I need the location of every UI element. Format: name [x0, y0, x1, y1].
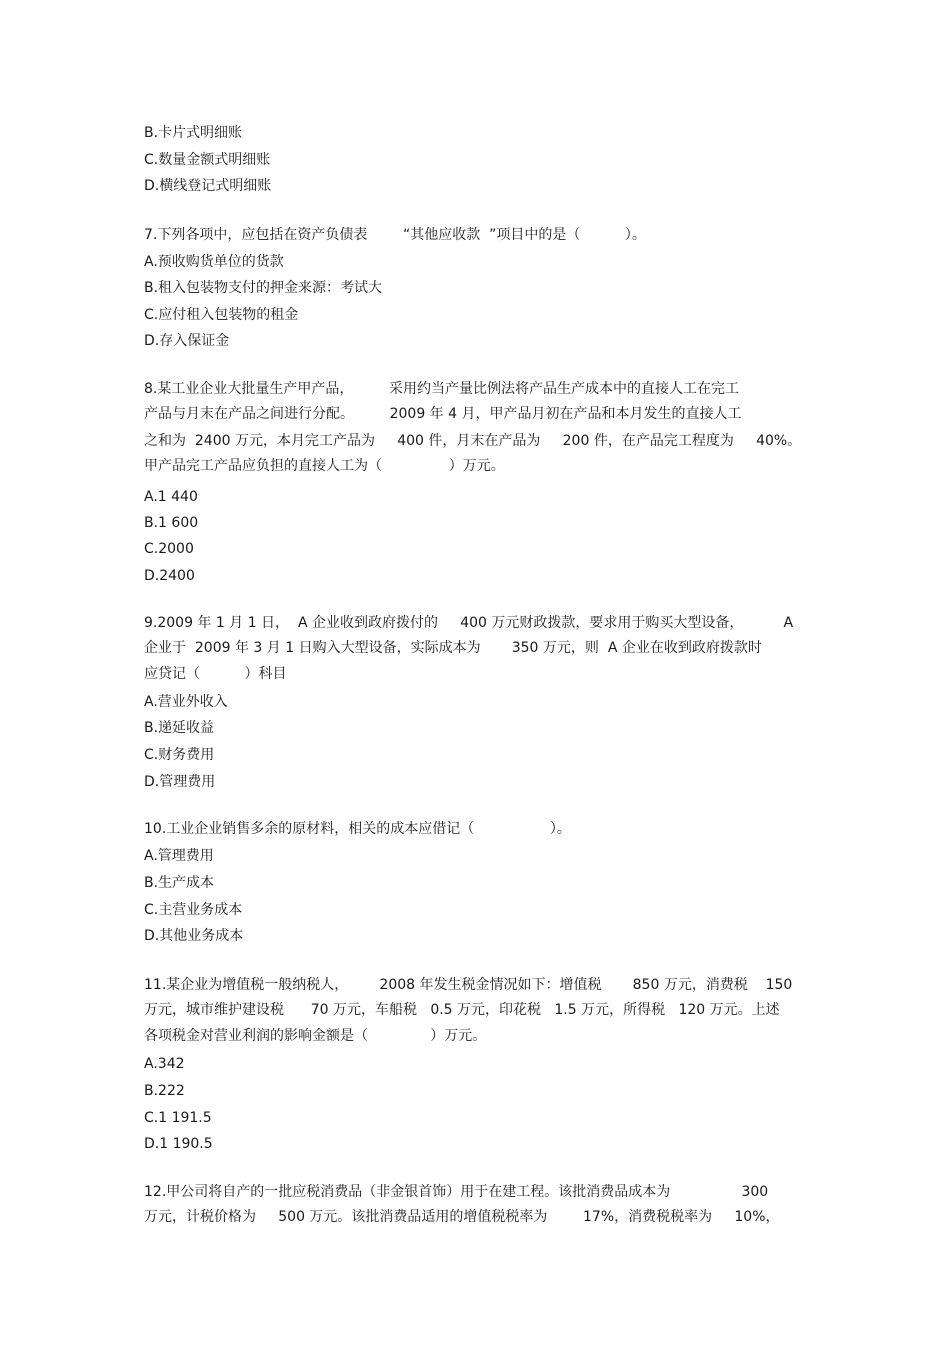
q6-option-c: C.数量金额式明细账 [144, 152, 271, 168]
q9-option-d: D.管理费用 [144, 774, 216, 790]
q7-stem: 7.下列各项中，应包括在资产负债表 “其他应收款 ”项目中的是（ ）。 [144, 227, 646, 243]
q9-stem-line-1: 9.2009 年 1 月 1 日， A 企业收到政府拨付的 400 万元财政拨款，要求用于购买大型设备， A [144, 615, 794, 631]
q8-stem-line-4: 甲产品完工产品应负担的直接人工为（ ）万元。 [144, 458, 505, 474]
q6-option-d: D.横线登记式明细账 [144, 178, 272, 194]
q7-option-d: D.存入保证金 [144, 333, 230, 349]
q8-stem-line-3: 之和为 2400 万元，本月完工产品为 400 件，月末在产品为 200 件，在产品完工程度为 40%。 [144, 433, 802, 449]
q7-option-a: A.预收购货单位的货款 [144, 254, 284, 270]
q11-stem-line-3: 各项税金对营业利润的影响金额是（ ）万元。 [144, 1028, 487, 1044]
q9-option-b: B.递延收益 [144, 720, 215, 736]
q8-stem-line-1: 8.某工业企业大批量生产甲产品， 采用约当产量比例法将产品生产成本中的直接人工在完工 [144, 381, 739, 397]
q8-option-c: C.2000 [144, 541, 194, 557]
q10-option-d: D.其他业务成本 [144, 928, 244, 944]
q8-option-a: A.1 440 [144, 489, 198, 505]
q12-stem-line-2: 万元，计税价格为 500 万元。该批消费品适用的增值税税率为 17%，消费税税率为 10%， [144, 1209, 780, 1225]
q11-option-a: A.342 [144, 1056, 185, 1072]
q11-option-d: D.1 190.5 [144, 1136, 213, 1152]
q6-option-b: B.卡片式明细账 [144, 125, 243, 141]
q10-stem: 10.工业企业销售多余的原材料，相关的成本应借记（ ）。 [144, 821, 571, 837]
q11-option-b: B.222 [144, 1083, 185, 1099]
q9-option-c: C.财务费用 [144, 747, 215, 763]
q9-stem-line-3: 应贷记（ ）科目 [144, 666, 287, 682]
q11-stem-line-2: 万元，城市维护建设税 70 万元，车船税 0.5 万元，印花税 1.5 万元，所得税 120 万元。上述 [144, 1002, 780, 1018]
q10-option-a: A.管理费用 [144, 848, 214, 864]
q12-stem-line-1: 12.甲公司将自产的一批应税消费品（非金银首饰）用于在建工程。该批消费品成本为 300 [144, 1184, 769, 1200]
q10-option-c: C.主营业务成本 [144, 902, 243, 918]
q7-option-c: C.应付租入包装物的租金 [144, 307, 299, 323]
q8-stem-line-2: 产品与月末在产品之间进行分配。 2009 年 4 月，甲产品月初在产品和本月发生的直接人工 [144, 406, 742, 422]
q8-option-d: D.2400 [144, 568, 195, 584]
q9-stem-line-2: 企业于 2009 年 3 月 1 日购入大型设备，实际成本为 350 万元，则 A 企业在收到政府拨款时 [144, 640, 762, 656]
q10-option-b: B.生产成本 [144, 875, 215, 891]
q9-option-a: A.营业外收入 [144, 694, 228, 710]
q11-stem-line-1: 11.某企业为增值税一般纳税人， 2008 年发生税金情况如下：增值税 850 万元，消费税 150 [144, 977, 793, 993]
q11-option-c: C.1 191.5 [144, 1110, 212, 1126]
q7-option-b: B.租入包装物支付的押金来源：考试大 [144, 280, 383, 296]
q8-option-b: B.1 600 [144, 515, 199, 531]
